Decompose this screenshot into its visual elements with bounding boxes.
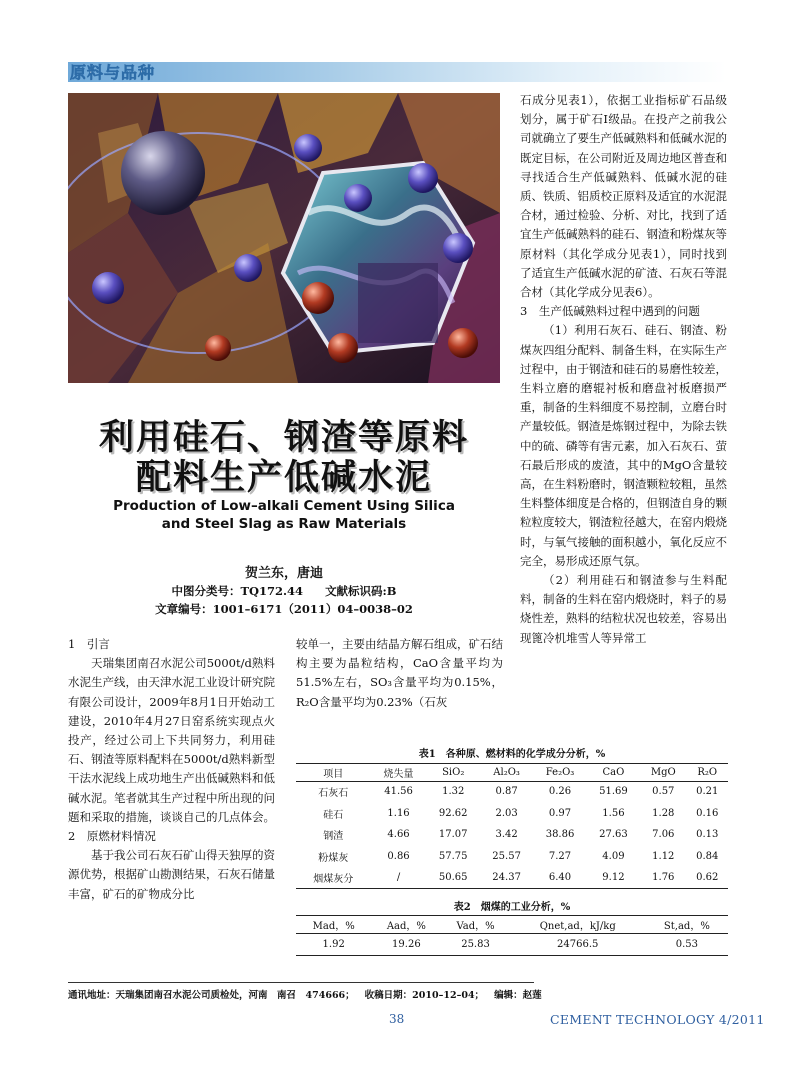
table2 [296,915,728,955]
table-header-cell: 项目 [323,768,344,780]
table-header-cell: Qnet,ad，kJ/kg [539,920,616,932]
table-cell: 0.84 [696,850,719,862]
editor: 编辑：赵莲 [494,990,542,1001]
table-header-cell: R₂O [697,766,718,778]
table-cell: 9.12 [602,872,625,884]
journal-name: CEMENT TECHNOLOGY 4/2011 [550,1012,765,1027]
title-zh-line-1: 利用硅石、钢渣等原料 [98,418,469,458]
section-heading: 2 原燃材料情况 [68,829,156,844]
paragraph: 石成分见表1），依据工业指标矿石品级划分，属于矿石Ⅰ级品。在投产之前我公司就确立了要生产低碱熟料和低碱水泥的既定目标，在公司附近及周边地区普查和寻找适合生产低碱熟料、低碱水泥的硅质、铁质、铝质校正原料及适宜的水泥混合材，通过检验、分析、对比，找到了适宜生产低碱熟料的硅石、钢渣和粉煤灰等原材料（其化学成分见表1），同时找到了适宜生产低碱水泥的矿渣、石灰石等混合材（其化学成分见表6）。 [520,93,727,300]
table-cell: 硅石 [323,809,344,821]
received-date: 收稿日期：2010–12–04； [364,990,485,1001]
middle-column [296,635,503,712]
footer-rule [68,982,534,983]
table-cell: 17.07 [438,829,468,841]
correspondence-address: 通讯地址：天瑞集团南召水泥公司质检处，河南 南召 474666； [68,990,355,1001]
table-header-row [296,763,728,781]
table-cell: 1.12 [652,850,675,862]
table-cell: 0.87 [495,786,518,798]
section-label: 原料与品种 [70,63,156,82]
table-cell: 4.09 [602,850,625,862]
article-number: 文章编号：1001–6171（2011）04–0038–02 [155,602,413,616]
table-header-cell: Fe₂O₃ [545,766,575,778]
table-header-cell: St,ad，% [663,920,710,932]
table-cell: 27.63 [599,829,628,841]
page-number: 38 [389,1012,405,1026]
table-header-cell: Vad，% [456,920,495,932]
table-cell: 1.76 [652,872,675,884]
table-cell: 1.28 [652,807,675,819]
table-cell: 1.16 [387,807,410,819]
table-header-cell: Aad，% [386,920,426,932]
clc-number: 中图分类号：TQ172.44 [171,584,304,598]
table-cell: 41.56 [384,786,413,798]
left-column [68,635,275,904]
table-header-cell: 烧失量 [383,768,414,780]
paragraph: 基于我公司石灰石矿山得天独厚的资源优势，根据矿山勘测结果，石灰石储量丰富，矿石的矿物成分比 [68,848,275,901]
table-cell: 0.62 [696,872,719,884]
table-cell: 2.03 [495,807,518,819]
meta-line-1 [68,583,500,599]
table-cell: 25.57 [492,850,521,862]
table-cell: 19.26 [392,938,421,950]
table-cell: 25.83 [461,938,490,950]
table-row [296,824,728,846]
table-cell: 0.13 [696,829,719,841]
table2-caption: 表2 烟煤的工业分析，% [453,902,571,913]
table-cell: 0.53 [675,938,699,950]
table-cell: 92.62 [438,807,468,819]
table-header-row [296,915,728,933]
table-header-cell: Al₂O₃ [493,766,520,778]
table-cell: 1.92 [322,938,345,950]
footer-note [68,987,542,1001]
table2-bottom-rule [296,955,728,956]
table-cell: 0.26 [548,786,572,798]
table-header-cell: MgO [650,766,676,778]
table-cell: 0.57 [652,786,675,798]
section-heading: 1 引言 [68,637,110,651]
table-row [296,933,728,955]
table-cell: 57.75 [438,850,468,862]
authors: 贺兰东，唐迪 [244,566,323,581]
title-en-line-2: and Steel Slag as Raw Materials [161,516,407,532]
meta-line-2 [68,601,500,617]
section-band [68,62,726,82]
cover-illustration [68,93,500,383]
table-cell: 50.65 [438,872,468,884]
paragraph: （2）利用硅石和钢渣参与生料配料，制备的生料在窑内煅烧时，料子的易烧性差，熟料的结粒状况也较差，容易出现篦冷机堆雪人等异常工 [520,573,727,645]
section-heading: 3 生产低碱熟料过程中遇到的问题 [520,304,700,319]
table-cell: 1.32 [442,786,465,798]
paragraph: 较单一，主要由结晶方解石组成，矿石结构主要为晶粒结构，CaO含量平均为51.5%左右，SO₃含量平均为0.15%，R₂O含量平均为0.23%（石灰 [296,637,503,709]
table-cell: 7.06 [652,829,675,841]
table-cell: 4.66 [387,829,410,841]
table1-bottom-rule [296,888,728,889]
table-cell: 24766.5 [557,938,599,950]
table-cell: 7.27 [548,850,572,862]
table2-header-rule [296,933,728,934]
table-row [296,803,728,825]
table-row [296,867,728,889]
table-cell: 石灰石 [318,788,349,800]
table-cell: 0.86 [387,850,410,862]
title-en-line-1: Production of Low–alkali Cement Using Silica [113,498,455,514]
table-cell: 粉煤灰 [318,852,349,864]
paragraph: （1）利用石灰石、硅石、钢渣、粉煤灰四组分配料、制备生料，在实际生产过程中，由于钢渣和硅石的易磨性较差，生料立磨的磨辊衬板和磨盘衬板磨损严重，制备的生料细度不易控制，立磨台时产量较低。钢渣是炼钢过程中，为除去铁中的硫、磷等有害元素，加入石灰石、萤石最后形成的废渣，其中的MgO含量较高，在生料粉磨时，钢渣颗粒较粗，虽然生料整体细度是合格的，但钢渣自身的颗粒粒度较大，钢渣粒径越大，在窑内煅烧时，与氧气接触的面积越小，氧化反应不完全，易形成还原气氛。 [520,323,727,568]
table-cell: / [396,872,401,884]
table1-header-rule [296,781,728,782]
table-cell: 24.37 [492,872,521,884]
table-cell: 6.40 [548,872,572,884]
document-code: 文献标识码:B [325,584,397,598]
table1-caption: 表1 各种原、燃材料的化学成分分析，% [418,749,606,760]
table-cell: 0.21 [696,786,719,798]
table-cell: 3.42 [495,829,518,841]
table-header-cell: CaO [602,766,625,778]
table-row [296,846,728,868]
table-cell: 38.86 [545,829,575,841]
title-zh-line-2: 配料生产低碱水泥 [135,458,432,498]
table-header-cell: SiO₂ [442,766,465,778]
table-cell: 烟煤灰分 [313,874,354,886]
table-cell: 1.56 [602,807,625,819]
table-cell: 钢渣 [323,831,344,843]
table-cell: 0.16 [696,807,719,819]
table-cell: 0.97 [548,807,572,819]
table-row [296,781,728,803]
right-column [520,91,727,648]
paragraph: 天瑞集团南召水泥公司5000t/d熟料水泥生产线，由天津水泥工业设计研究院有限公司设计，2009年8月1日开始动工建设，2010年4月27日窑系统实现点火投产，经过公司上下共同努力，利用硅石、钢渣等原料配料在5000t/d熟料新型干法水泥线上成功地生产出低碱熟料和低碱水泥。笔者就其生产过程中所出现的问题和采取的措施，谈谈自己的几点体会。 [68,656,275,824]
table-header-cell: Mad，% [312,920,355,932]
table-cell: 51.69 [599,786,628,798]
